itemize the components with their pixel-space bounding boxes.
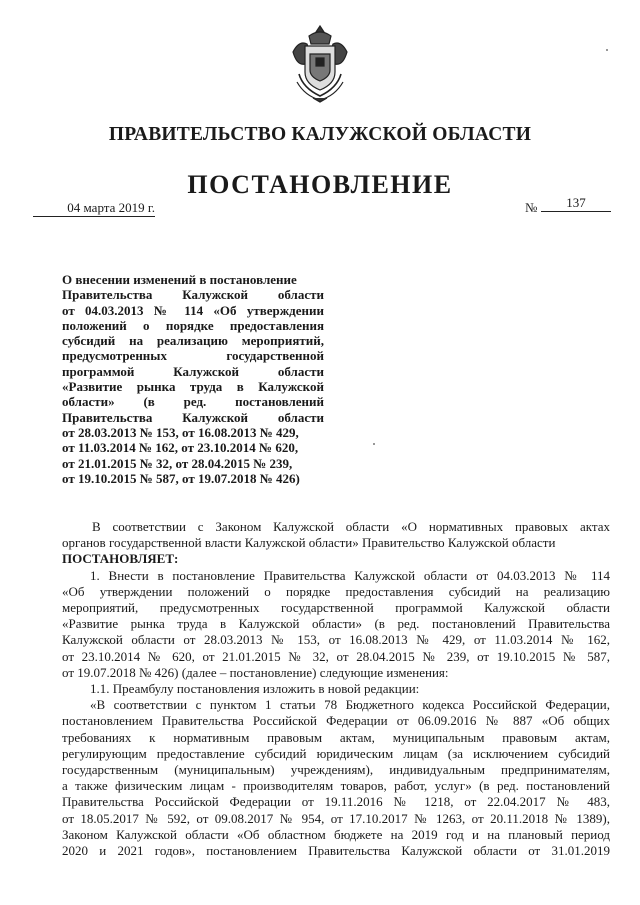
subject-line: области» (в ред. постановлений bbox=[62, 394, 324, 410]
subject-line: от 28.03.2013 № 153, от 16.08.2013 № 429, bbox=[62, 424, 299, 440]
quote-line: Правительства Российской Федерации от 19.11.2016 № 1218, от 22.04.2017 № 483, bbox=[62, 794, 610, 810]
document-date: 04 марта 2019 г. bbox=[33, 199, 155, 217]
subject-line: от 21.01.2015 № 32, от 28.04.2015 № 239, bbox=[62, 455, 293, 471]
subject-line: от 11.03.2014 № 162, от 23.10.2014 № 620, bbox=[62, 440, 299, 456]
scan-speck bbox=[606, 49, 608, 51]
quote-line: регулирующим предоставление субсидий юридическим лицам (за исключением субсидий bbox=[62, 745, 610, 761]
body-line: органов государственной власти Калужской области» Правительство Калужской области bbox=[62, 535, 556, 551]
document-number-label: № bbox=[525, 200, 538, 215]
decree-subject-heading bbox=[62, 272, 324, 486]
quote-line: а также физическим лицам - производителям товаров, работ, услуг» (в ред. постановлений bbox=[62, 778, 610, 794]
quote-line: требованиях к нормативным правовым актам, муниципальным правовым актам, bbox=[62, 729, 610, 745]
subject-line: положений о порядке предоставления bbox=[62, 317, 324, 333]
body-line: Калужской области от 28.03.2013 № 153, от 16.08.2013 № 429, от 11.03.2014 № 162, bbox=[62, 632, 610, 648]
body-line: 1.1. Преамбулу постановления изложить в новой редакции: bbox=[90, 681, 420, 697]
body-line: от 23.10.2014 № 620, от 21.01.2015 № 32, от 28.04.2015 № 239, от 19.10.2015 № 587, bbox=[62, 648, 610, 664]
quote-line: от 18.05.2017 № 592, от 09.08.2017 № 954, от 17.10.2017 № 1263, от 20.11.2018 № 1389), bbox=[62, 810, 610, 826]
subject-line: субсидий на реализацию мероприятий, bbox=[62, 333, 324, 349]
quote-line: 2020 и 2021 годов», постановлением Правительства Калужской области от 31.01.2019 bbox=[62, 843, 610, 859]
quote-line: государственным (муниципальным) учреждениям), индивидуальным предпринимателям, bbox=[62, 762, 610, 778]
subject-line: Правительства Калужской области bbox=[62, 409, 324, 425]
scan-speck bbox=[373, 443, 375, 445]
subject-line: Правительства Калужской области bbox=[62, 287, 324, 303]
body-line: «Об утверждении положений о порядке предоставления субсидий на реализацию bbox=[62, 583, 610, 599]
subject-line: «Развитие рынка труда в Калужской bbox=[62, 379, 324, 395]
subject-line: программой Калужской области bbox=[62, 363, 324, 379]
body-line: «Развитие рынка труда в Калужской области» (в ред. постановлений Правительства bbox=[62, 616, 610, 632]
subject-line: предусмотренных государственной bbox=[62, 348, 324, 364]
body-line: от 19.07.2018 № 426) (далее – постановление) следующие изменения: bbox=[62, 664, 449, 680]
body-line: мероприятий, предусмотренных государственной программой Калужской области bbox=[62, 600, 610, 616]
quote-line: «В соответствии с пунктом 1 статьи 78 Бюджетного кодекса Российской Федерации, bbox=[90, 697, 610, 713]
organization-name: ПРАВИТЕЛЬСТВО КАЛУЖСКОЙ ОБЛАСТИ bbox=[108, 124, 532, 145]
decree-body-text bbox=[62, 519, 610, 859]
document-number: 137 bbox=[541, 194, 611, 212]
subject-line: от 04.03.2013 № 114 «Об утверждении bbox=[62, 302, 324, 318]
body-line: В соответствии с Законом Калужской области «О нормативных правовых актах bbox=[92, 519, 610, 534]
subject-line: О внесении изменений в постановление bbox=[62, 272, 297, 287]
body-line: 1. Внести в постановление Правительства Калужской области от 04.03.2013 № 114 bbox=[90, 567, 610, 583]
quote-line: Законом Калужской области «Об областном бюджете на 2019 год и на плановый период bbox=[62, 826, 610, 842]
subject-line: от 19.10.2015 № 587, от 19.07.2018 № 426) bbox=[62, 470, 300, 486]
quote-line: постановлением Правительства Российской Федерации от 06.09.2016 № 887 «Об общих bbox=[62, 713, 610, 729]
coat-of-arms-emblem bbox=[289, 22, 351, 104]
resolves-heading: ПОСТАНОВЛЯЕТ: bbox=[62, 551, 179, 567]
document-type-title: ПОСТАНОВЛЕНИЕ bbox=[187, 170, 453, 199]
